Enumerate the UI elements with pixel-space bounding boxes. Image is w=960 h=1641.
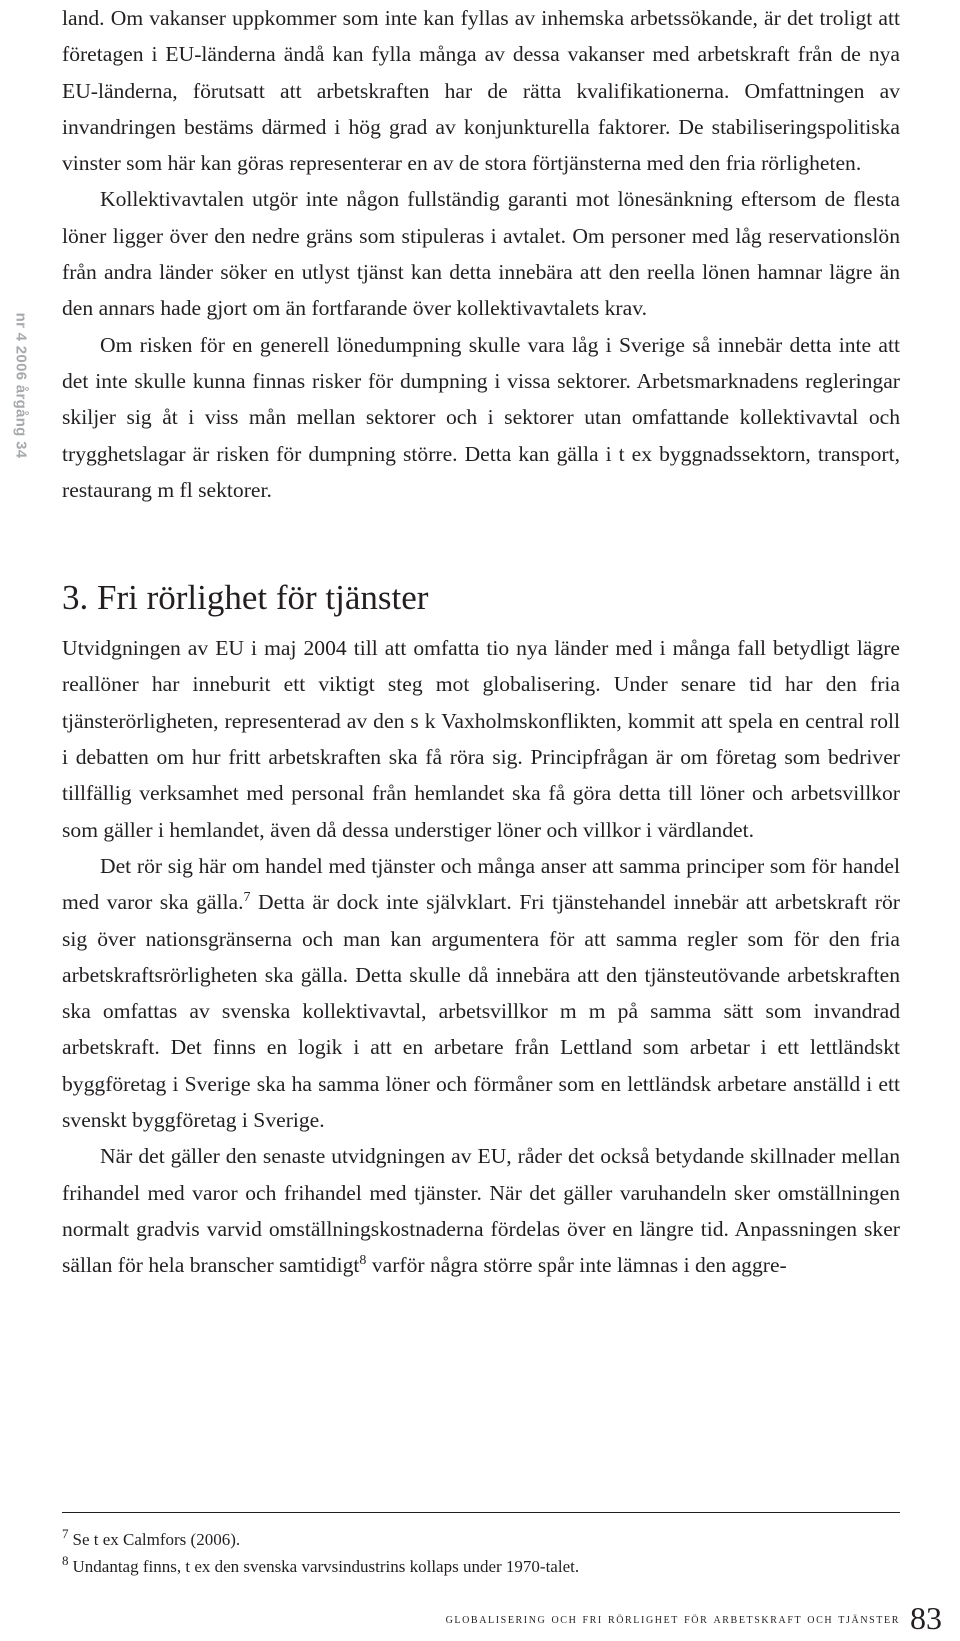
footnote <box>62 1526 900 1553</box>
section-paragraph: Utvidgningen av EU i maj 2004 till att omfatta tio nya länder med i många fall betydligt lägre reallöner har inneburit ett viktigt steg mot globalisering. Under senare tid har den fria tjänsterörligheten, representerad av den s k Vaxholmskonflikten, kommit att spela en central roll i debatten om hur fritt arbetskraften ska få röra sig. Principfrågan är om företag som bedriver tillfällig verksamhet med personal från hemlandet ska få göra detta till löner och arbetsvillkor som gäller i hemlandet, även då dessa understiger löner och villkor i värdlandet. <box>62 636 900 842</box>
paragraph-text: När det gäller den senaste utvidgningen av EU, råder det också betydande skillnader mellan frihandel med varor och frihandel med tjänster. När det gäller varuhandeln sker omställningen normalt gradvis varvid omställningskostnaderna fördelas över en längre tid. Anpassningen sker sällan för hela branscher samtidigt <box>62 1144 900 1278</box>
footnotes <box>62 1526 900 1580</box>
body-paragraph: land. Om vakanser uppkommer som inte kan fyllas av inhemska arbetssökande, är det troligt att företagen i EU-länderna ändå kan fylla många av dessa vakanser med arbetskraft från de nya EU-länderna, förutsatt att arbetskraften har de rätta kvalifikationerna. Omfattningen av invandringen bestäms därmed i hög grad av konjunkturella faktorer. De stabiliseringspolitiska vinster som här kan göras representerar en av de stora förtjänsterna med den fria rörligheten. <box>62 6 900 176</box>
body-paragraph: Om risken för en generell lönedumpning skulle vara låg i Sverige så innebär detta inte att det inte skulle kunna finnas risker för dumpning i vissa sektorer. Arbetsmarknadens regleringar skiljer sig åt i viss mån mellan sektorer och i sektorer utan omfattande kollektivavtal och trygghetslagar är risken för dumpning större. Detta kan gälla i t ex byggnadssektorn, transport, restaurang m fl sektorer. <box>62 332 900 502</box>
paragraph-text: varför några större spår inte lämnas i den aggre- <box>366 1253 787 1278</box>
running-footer-title: globalisering och fri rörlighet för arbetskraft och tjänster <box>445 1612 900 1627</box>
footnote-text: Se t ex Calmfors (2006). <box>72 1530 241 1549</box>
paragraph-text: Det rör sig här om handel med tjänster och många anser att samma principer som för handel med varor ska gälla. <box>62 853 900 915</box>
section-paragraph <box>62 848 900 1138</box>
section-spacer <box>62 508 900 576</box>
footnote-reference[interactable]: 8 <box>359 1253 367 1269</box>
footnote-text: Undantag finns, t ex den svenska varvsindustrins kollaps under 1970-talet. <box>72 1557 580 1576</box>
footnote-divider <box>62 1512 900 1513</box>
main-text-column <box>62 0 900 1284</box>
footnote-number: 8 <box>62 1553 69 1569</box>
body-paragraph: Kollektivavtalen utgör inte någon fullständig garanti mot lönesänkning eftersom de flesta löner ligger över den nedre gräns som stipuleras i avtalet. Om personer med låg reservationslön från andra länder söker en utlyst tjänst kan detta innebära att den reella lönen hamnar lägre än den annars hade gjort om än fortfarande över kollektivavtalets krav. <box>62 187 900 321</box>
section-paragraph <box>62 1138 900 1283</box>
footnote <box>62 1553 900 1580</box>
page-number: 83 <box>910 1600 942 1636</box>
journal-issue-text: nr 4 2006 årgång 34 <box>12 312 30 458</box>
footnote-number: 7 <box>62 1526 69 1542</box>
paragraph-text: Detta är dock inte självklart. Fri tjänstehandel innebär att arbetskraft rör sig över nationsgränserna och man kan argumentera för att samma regler som för den fria arbetskraftsrörligheten ska gälla. Detta skulle då innebära att den tjänsteutövande arbetskraften ska omfattas av svenska kollektivavtal, arbetsvillkor m m på samma sätt som invandrad arbetskraft. Det finns en logik i att en arbetare från Lettland som arbetar i ett lettländskt byggföretag i Sverige ska ha samma löner och förmåner som en lettländsk arbetare anställd i ett svenskt byggföretag i Sverige. <box>62 890 900 1133</box>
footnote-reference[interactable]: 7 <box>243 890 251 906</box>
journal-issue-label <box>8 290 34 480</box>
section-heading: 3. Fri rörlighet för tjänster <box>62 578 429 618</box>
